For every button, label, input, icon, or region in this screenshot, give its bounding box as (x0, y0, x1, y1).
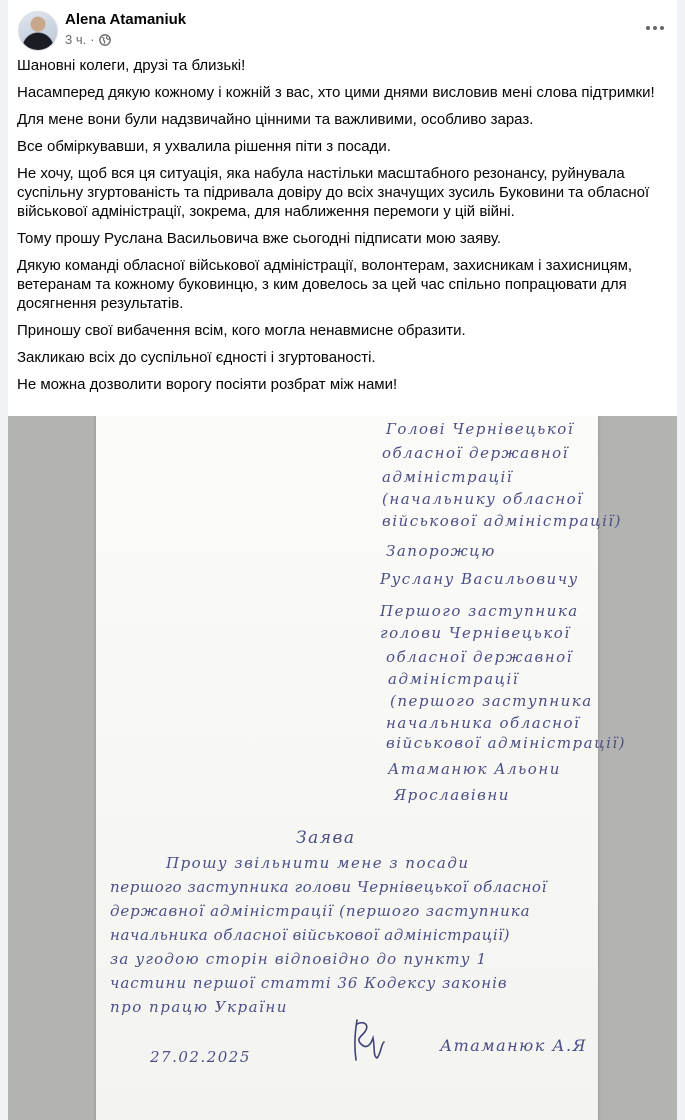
resignation-letter (96, 416, 627, 1120)
post-paragraph: Шановні колеги, друзі та близькі! (17, 57, 246, 74)
post-timestamp[interactable]: 3 ч. (65, 32, 87, 47)
post-paragraph: Не можна дозволити ворогу посіяти розбрат між нами! (17, 376, 398, 393)
address-line: адміністрації (382, 468, 514, 486)
globe-icon[interactable] (99, 34, 111, 46)
signer-name: Атаманюк А.Я (440, 1036, 588, 1055)
letter-heading: Заява (296, 828, 356, 848)
post-photo[interactable] (8, 416, 677, 1120)
post-header (8, 0, 677, 56)
address-line: обласної державної (386, 648, 573, 666)
signature-icon (351, 1014, 387, 1069)
post-paragraph: Тому прошу Руслана Васильовича вже сьогодні підписати мою заяву. (17, 230, 502, 247)
address-line: голови Чернівецької (380, 624, 571, 642)
post-paragraph: Приношу свої вибачення всім, кого могла ненавмисне образити. (17, 322, 466, 339)
post-paragraph: Дякую команді обласної військової адміністрації, волонтерам, захисникам і захисницям, ветеранам та кожному буковинцю, з ким довелось за цей час спільно попрацювати для досягнення результатів. (17, 257, 633, 312)
post-paragraph: Не хочу, щоб вся ця ситуація, яка набула настільки масштабного резонансу, руйнувала суспільну згуртованість та підривала довіру до всіх значущих зусиль Буковини та обласної військової адміністрації, зокрема, для наближення перемоги у цій війні. (17, 165, 650, 220)
address-line: (начальнику обласної (382, 490, 584, 508)
address-line: Ярославівни (394, 786, 510, 804)
letter-date: 27.02.2025 (150, 1048, 251, 1066)
letter-body-line: частини першої статті 36 Кодексу законів (110, 974, 508, 992)
address-line: начальника обласної (386, 714, 581, 732)
letter-body-line: за угодою сторін відповідно до пункту 1 (110, 950, 488, 968)
post-card (8, 0, 677, 1120)
author-name[interactable]: Alena Atamaniuk (65, 11, 187, 28)
more-options-icon[interactable] (641, 14, 669, 42)
post-paragraph: Насамперед дякую кожному і кожній з вас, хто цими днями висловив мені слова підтримки! (17, 84, 655, 101)
address-line: військової адміністрації) (382, 512, 623, 530)
post-body (8, 56, 677, 394)
address-line: обласної державної (382, 444, 569, 462)
author-avatar[interactable] (18, 11, 58, 51)
address-line: Голові Чернівецької (386, 420, 575, 438)
letter-body-line: про працю України (110, 998, 288, 1016)
post-paragraph: Для мене вони були надзвичайно цінними та важливими, особливо зараз. (17, 111, 534, 128)
letter-body-line: начальника обласної військової адміністрації) (110, 926, 511, 944)
address-line: Атаманюк Альони (388, 760, 561, 778)
address-line: адміністрації (388, 670, 520, 688)
address-line: Руслану Васильовичу (380, 570, 579, 588)
address-line: (першого заступника (390, 692, 593, 710)
meta-separator: · (90, 32, 95, 47)
address-line: військової адміністрації) (386, 734, 627, 752)
address-line: Запорожцю (386, 542, 496, 560)
letter-body-line: першого заступника голови Чернівецької обласної (110, 878, 547, 896)
post-meta (65, 32, 111, 47)
letter-body-line: Прошу звільнити мене з посади (166, 854, 470, 872)
letter-body-line: державної адміністрації (першого заступника (110, 902, 531, 920)
address-line: Першого заступника (380, 602, 579, 620)
post-paragraph: Все обміркувавши, я ухвалила рішення піти з посади. (17, 138, 391, 155)
post-paragraph: Закликаю всіх до суспільної єдності і згуртованості. (17, 349, 376, 366)
